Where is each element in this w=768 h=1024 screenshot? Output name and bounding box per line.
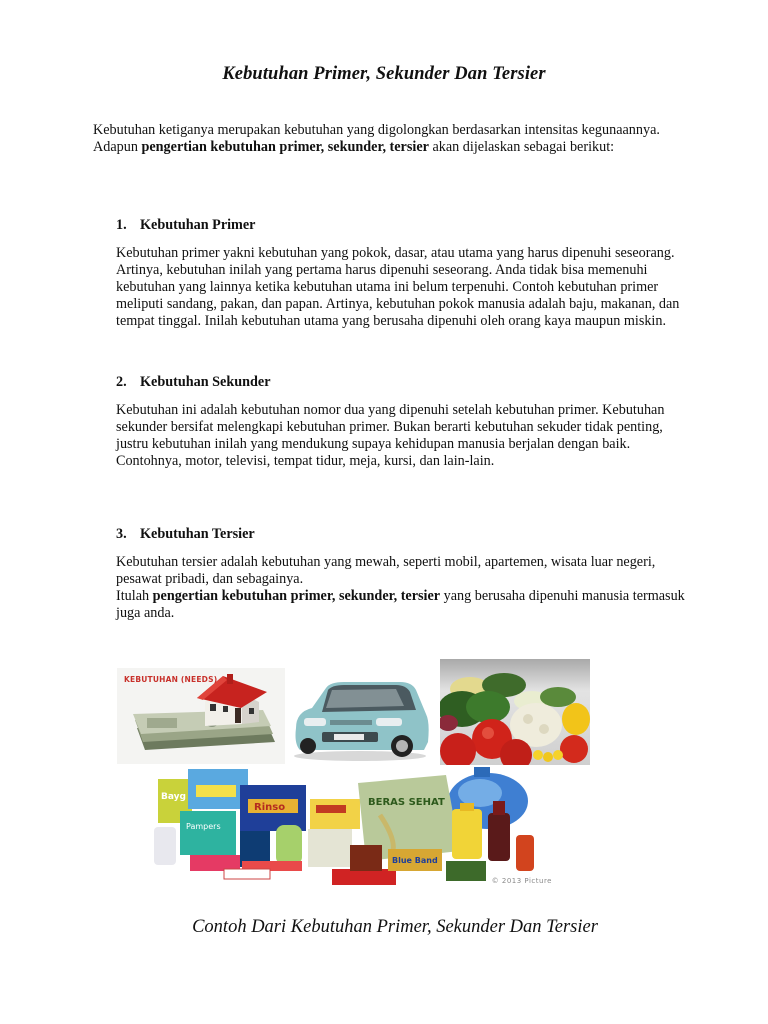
image-watermark: © 2013 Picture [491,877,552,885]
section-heading-tersier: 3. Kebutuhan Tersier [116,526,255,542]
section-body-primer: Kebutuhan primer yakni kebutuhan yang pokok, dasar, atau utama yang harus dipenuhi seseorang. Artinya, kebutuhan inilah yang pertama harus dipenuhi seseorang. Anda tidak bisa memenuhi kebutuhan yang lainnya ketika kebutuhan utama ini belum terpenuhi. Contoh kebutuhan primer meliputi sandang, pakan, dan papan. Artinya, kebutuhan pokok manusia adalah baju, makanan, dan tempat tinggal. Inilah kebutuhan utama yang berusaha dipenuhi oleh orang kaya maupun miskin. [116,245,680,329]
svg-text:Bayg: Bayg [161,792,186,802]
svg-text:Blue Band: Blue Band [392,856,438,865]
image-caption: Contoh Dari Kebutuhan Primer, Sekunder Dan Tersier [192,916,598,937]
vegetables-illustration [440,659,590,765]
page-title: Kebutuhan Primer, Sekunder Dan Tersier [222,64,546,85]
vegetables-image [440,659,590,765]
groceries-illustration [150,765,558,887]
svg-text:Rinso: Rinso [254,802,286,813]
groceries-image [150,765,558,887]
needs-label: KEBUTUHAN (NEEDS) [124,675,218,684]
section-heading-primer: 1. Kebutuhan Primer [116,217,256,233]
house-money-image [117,668,285,764]
section-heading-sekunder: 2. Kebutuhan Sekunder [116,374,271,390]
section-body-tersier: Kebutuhan tersier adalah kebutuhan yang mewah, seperti mobil, apartemen, wisata luar negeri, pesawat pribadi, dan sebagainya. Itulah pengertian kebutuhan primer, sekunder, tersier yang berusaha dipenuhi manusia termasuk juga anda. [116,554,685,621]
section-body-sekunder: Kebutuhan ini adalah kebutuhan nomor dua yang dipenuhi setelah kebutuhan primer. Kebutuhan sekunder bersifat melengkapi kebutuhan primer. Bukan berarti kebutuhan sekuder tidak penting, justru kebutuhan inilah yang mendukung supaya kehidupan manusia berjalan dengan baik. Contohnya, motor, televisi, tempat tidur, meja, kursi, dan lain-lain. [116,402,665,469]
car-illustration [288,670,433,762]
intro-paragraph: Kebutuhan ketiganya merupakan kebutuhan yang digolongkan berdasarkan intensitas kegunaannya. Adapun pengertian kebutuhan primer, sekunder, tersier akan dijelaskan sebagai berikut: [93,122,660,155]
svg-text:Pampers: Pampers [186,822,221,831]
svg-text:BERAS SEHAT: BERAS SEHAT [368,797,445,808]
car-image [288,670,433,762]
